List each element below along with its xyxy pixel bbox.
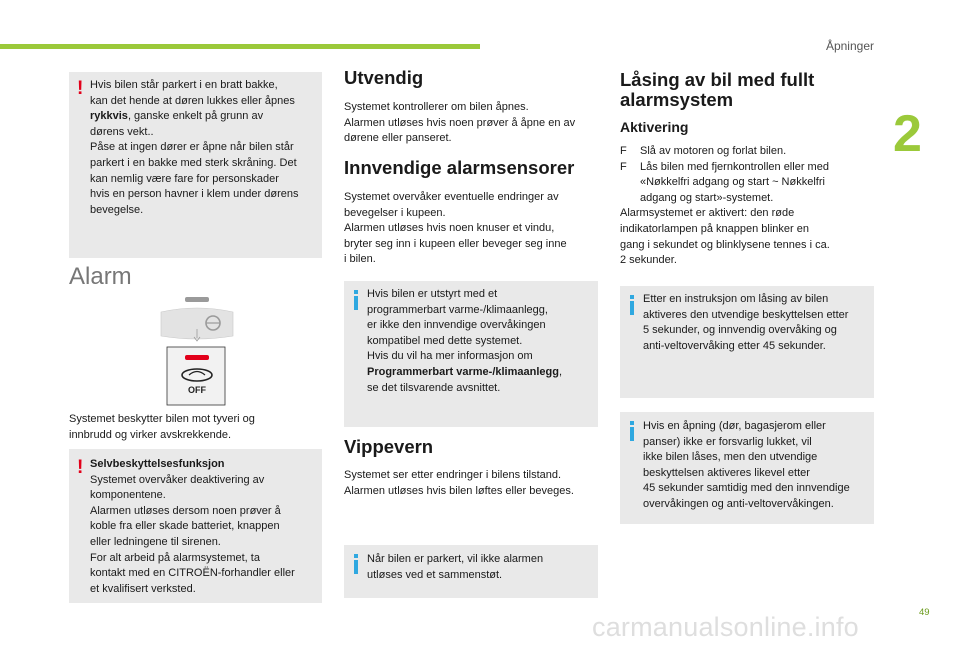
text-line: For alt arbeid på alarmsystemet, ta [90, 551, 260, 564]
bullet-text [640, 160, 829, 207]
warning-icon: ! [77, 457, 84, 478]
info-box-collision [344, 545, 598, 598]
text-line: ikke bilen låses, men den utvendige [643, 451, 818, 464]
text-line: 5 sekunder, og innvendig overvåking og [643, 324, 837, 337]
text-line: parkert i en bakke med sterk skråning. Det [90, 156, 297, 169]
text-line: beskyttelsen aktiveres likevel etter [643, 466, 810, 479]
info-icon [351, 290, 363, 310]
text-line: kan nemlig være fare for personskader [90, 172, 279, 185]
text-line: panser) ikke er forsvarlig lukket, vil [643, 435, 812, 448]
info-icon [627, 421, 639, 441]
text-line: kan det hende at døren lukkes eller åpnes [90, 94, 295, 107]
text-line: «Nøkkelfri adgang og start ~ Nøkkelfri [640, 176, 825, 189]
text-line: bevegelse. [90, 203, 144, 216]
utvendig-heading: Utvendig [344, 67, 424, 88]
text-line: Systemet overvåker eventuelle endringer av [344, 191, 559, 203]
bullet-icon: F [620, 145, 627, 157]
vippevern-text [344, 468, 600, 499]
text-line: se det tilsvarende avsnittet. [367, 381, 501, 394]
text-line: i bilen. [344, 253, 376, 266]
off-label: OFF [188, 385, 206, 395]
text-line: Alarmen utløses hvis bilen løftes eller beveges. [344, 484, 574, 497]
text-line: Etter en instruksjon om låsing av bilen [643, 293, 829, 305]
red-indicator [185, 355, 209, 360]
info-box-open-door [620, 412, 874, 524]
list-item [620, 160, 876, 207]
text-line: kontakt med en CITROËN-forhandler eller [90, 567, 295, 580]
text-line: 2 sekunder. [620, 254, 677, 267]
text-line: gang i sekundet og blinklysene tennes i ca. [620, 238, 830, 251]
innvendige-text [344, 190, 600, 268]
text-line: et kvalifisert verksted. [90, 582, 196, 595]
text-line [367, 365, 595, 381]
text-line: overvåkingen og anti-veltovervåkingen. [643, 497, 834, 510]
text-line: bryter seg inn i kupeen eller beveger seg inne [344, 237, 567, 250]
text-line: anti-veltovervåking etter 45 sekunder. [643, 339, 826, 352]
utvendig-text [344, 100, 600, 147]
text-line: Hvis en åpning (dør, bagasjerom eller [643, 420, 826, 432]
chapter-number: 2 [893, 105, 922, 163]
text-line: eller ledningene til sirenen. [90, 535, 221, 548]
info-icon [351, 554, 363, 574]
text-line [90, 109, 320, 125]
text-line: koble fra eller skade batteriet, knappen [90, 520, 280, 533]
text-line: utløses ved et sammenstøt. [367, 568, 503, 581]
emphasis: Programmerbart varme-/klimaanlegg [367, 365, 559, 378]
bullet-icon: F [620, 160, 627, 173]
heading-line: Låsing av bil med fullt [620, 69, 815, 90]
text-fragment: , ganske enkelt på grunn av [127, 110, 264, 123]
text-line: Hvis bilen er utstyrt med et [367, 288, 498, 300]
text-line: dørens vekt.. [90, 125, 154, 138]
alarm-heading: Alarm [69, 263, 132, 290]
activation-steps [620, 144, 876, 269]
alarm-intro [69, 412, 322, 443]
alarm-button-illustration [155, 296, 239, 406]
box-title: Selvbeskyttelsesfunksjon [90, 458, 225, 470]
warning-box-door [69, 72, 322, 258]
emphasis: rykkvis [90, 110, 128, 123]
info-icon [627, 295, 639, 315]
text-line: Systemet overvåker deaktivering av [90, 473, 265, 486]
warning-box-self-protection [69, 449, 322, 603]
text-line: Systemet kontrollerer om bilen åpnes. [344, 101, 529, 113]
text-line: aktiveres den utvendige beskyttelsen etter [643, 308, 849, 321]
text-line: er ikke den innvendige overvåkingen [367, 319, 546, 332]
text-line: indikatorlampen på knappen blinker en [620, 222, 809, 235]
innvendige-heading: Innvendige alarmsensorer [344, 157, 575, 178]
text-line: kompatibel med dette systemet. [367, 334, 523, 347]
text-line: hvis en person havner i klem under dørens [90, 188, 299, 201]
text-line: Alarmen utløses dersom noen prøver å [90, 504, 281, 517]
text-line: komponentene. [90, 489, 166, 502]
text-line: adgang og start»-systemet. [640, 191, 774, 204]
text-line: Når bilen er parkert, vil ikke alarmen [367, 553, 544, 565]
text-line: dørene eller panseret. [344, 132, 452, 145]
info-box-delay [620, 286, 874, 398]
locking-heading [620, 70, 814, 110]
text-line: Lås bilen med fjernkontrollen eller med [640, 160, 829, 173]
header-accent-bar [0, 44, 480, 49]
text-line: Hvis bilen står parkert i en bratt bakke, [90, 79, 278, 91]
section-title: Åpninger [825, 39, 874, 53]
heading-line: alarmsystem [620, 89, 734, 110]
text-line: Alarmsystemet er aktivert: den røde [620, 207, 795, 220]
text-line: innbrudd og virker avskrekkende. [69, 428, 232, 441]
info-box-climate [344, 281, 598, 427]
text-line: Hvis du vil ha mer informasjon om [367, 350, 533, 363]
text-line: programmerbart varme-/klimaanlegg, [367, 303, 548, 316]
warning-icon: ! [77, 78, 84, 99]
text-fragment: , [558, 365, 563, 378]
list-item [620, 144, 876, 160]
vippevern-heading: Vippevern [344, 436, 434, 457]
mirror-top [185, 297, 209, 302]
page-number: 49 [919, 607, 930, 618]
text-line: 45 sekunder samtidig med den innvendige [643, 482, 850, 495]
text-line: Systemet ser etter endringer i bilens tilstand. [344, 469, 562, 481]
watermark: carmanualsonline.info [592, 612, 859, 642]
activation-subheading: Aktivering [620, 119, 689, 135]
text-line: Alarmen utløses hvis noen prøver å åpne en av [344, 116, 576, 129]
text-line: Systemet beskytter bilen mot tyveri og [69, 413, 255, 425]
text-line: Alarmen utløses hvis noen knuser et vindu, [344, 222, 555, 235]
text-line: bevegelser i kupeen. [344, 206, 446, 219]
bullet-text: Slå av motoren og forlat bilen. [640, 145, 787, 157]
text-line: Påse at ingen dører er åpne når bilen står [90, 141, 294, 154]
